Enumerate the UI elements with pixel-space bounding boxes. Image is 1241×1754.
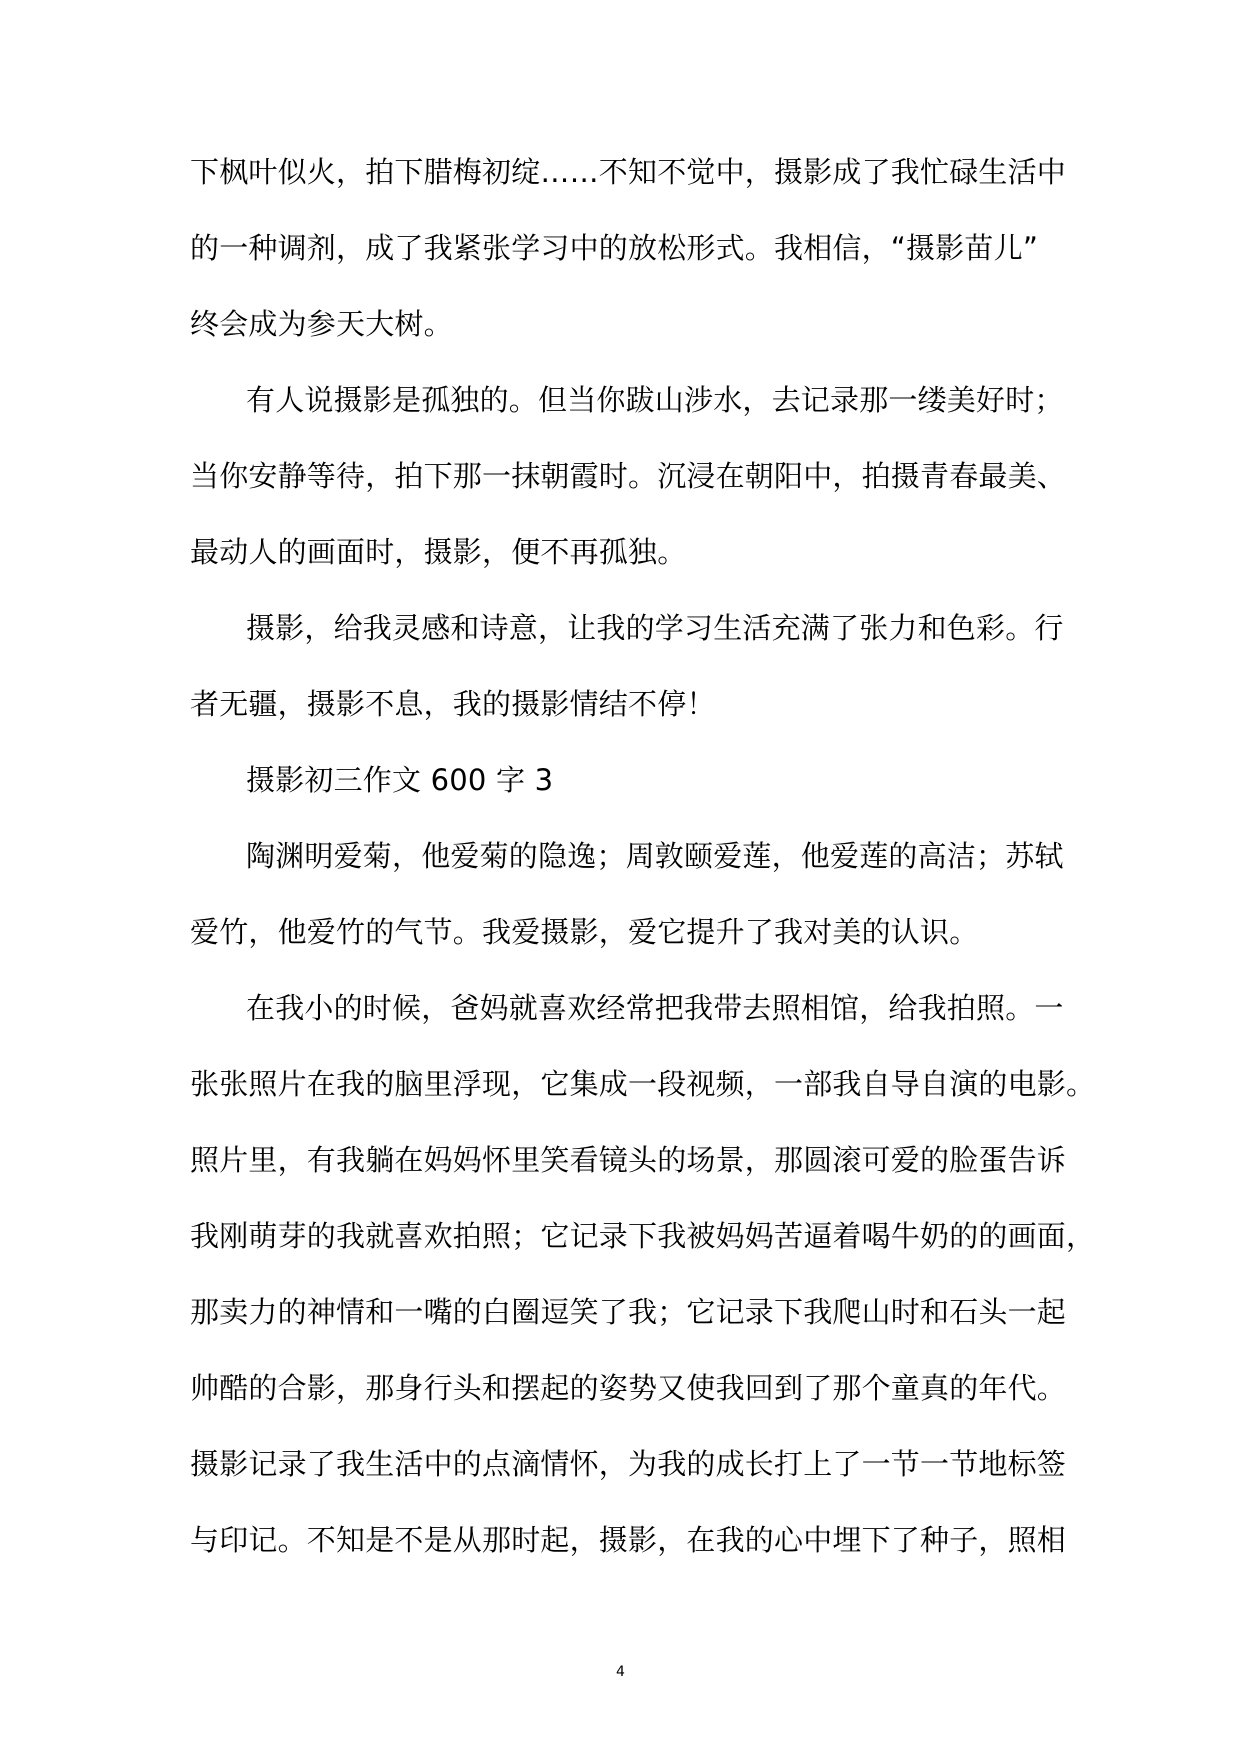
page-number: 4 bbox=[616, 1664, 625, 1680]
text-line: 当你安静等待，拍下那一抹朝霞时。沉浸在朝阳中，拍摄青春最美、 bbox=[190, 459, 1067, 493]
text-line: 与印记。不知是不是从那时起，摄影，在我的心中埋下了种子，照相 bbox=[190, 1523, 1067, 1557]
text-line: 那卖力的神情和一嘴的白圈逗笑了我；它记录下我爬山时和石头一起 bbox=[190, 1295, 1067, 1329]
text-line: 摄影记录了我生活中的点滴情怀，为我的成长打上了一节一节地标签 bbox=[190, 1447, 1067, 1481]
paragraph-start: 摄影，给我灵感和诗意，让我的学习生活充满了张力和色彩。行 bbox=[246, 611, 1064, 645]
text-line: 照片里，有我躺在妈妈怀里笑看镜头的场景，那圆滚可爱的脸蛋告诉 bbox=[190, 1143, 1067, 1177]
text-line: 帅酷的合影，那身行头和摆起的姿势又使我回到了那个童真的年代。 bbox=[190, 1371, 1067, 1405]
paragraph-start: 在我小的时候，爸妈就喜欢经常把我带去照相馆，给我拍照。一 bbox=[246, 991, 1064, 1025]
paragraph-start: 陶渊明爱菊，他爱菊的隐逸；周敦颐爱莲，他爱莲的高洁；苏轼 bbox=[246, 839, 1064, 873]
text-line: 最动人的画面时，摄影，便不再孤独。 bbox=[190, 535, 687, 569]
paragraph-start: 有人说摄影是孤独的。但当你跋山涉水，去记录那一缕美好时； bbox=[246, 383, 1064, 417]
text-line: 张张照片在我的脑里浮现，它集成一段视频，一部我自导自演的电影。 bbox=[190, 1067, 1096, 1101]
text-line: 终会成为参天大树。 bbox=[190, 307, 453, 341]
text-line: 爱竹，他爱竹的气节。我爱摄影，爱它提升了我对美的认识。 bbox=[190, 915, 979, 949]
text-line: 的一种调剂，成了我紧张学习中的放松形式。我相信，“摄影苗儿” bbox=[190, 231, 1039, 265]
text-line: 我刚萌芽的我就喜欢拍照；它记录下我被妈妈苦逼着喝牛奶的的画面， bbox=[190, 1219, 1096, 1253]
section-heading: 摄影初三作文 600 字 3 bbox=[246, 763, 554, 797]
text-line: 者无疆，摄影不息，我的摄影情结不停！ bbox=[190, 687, 716, 721]
text-line: 下枫叶似火，拍下腊梅初绽……不知不觉中，摄影成了我忙碌生活中 bbox=[190, 155, 1067, 189]
